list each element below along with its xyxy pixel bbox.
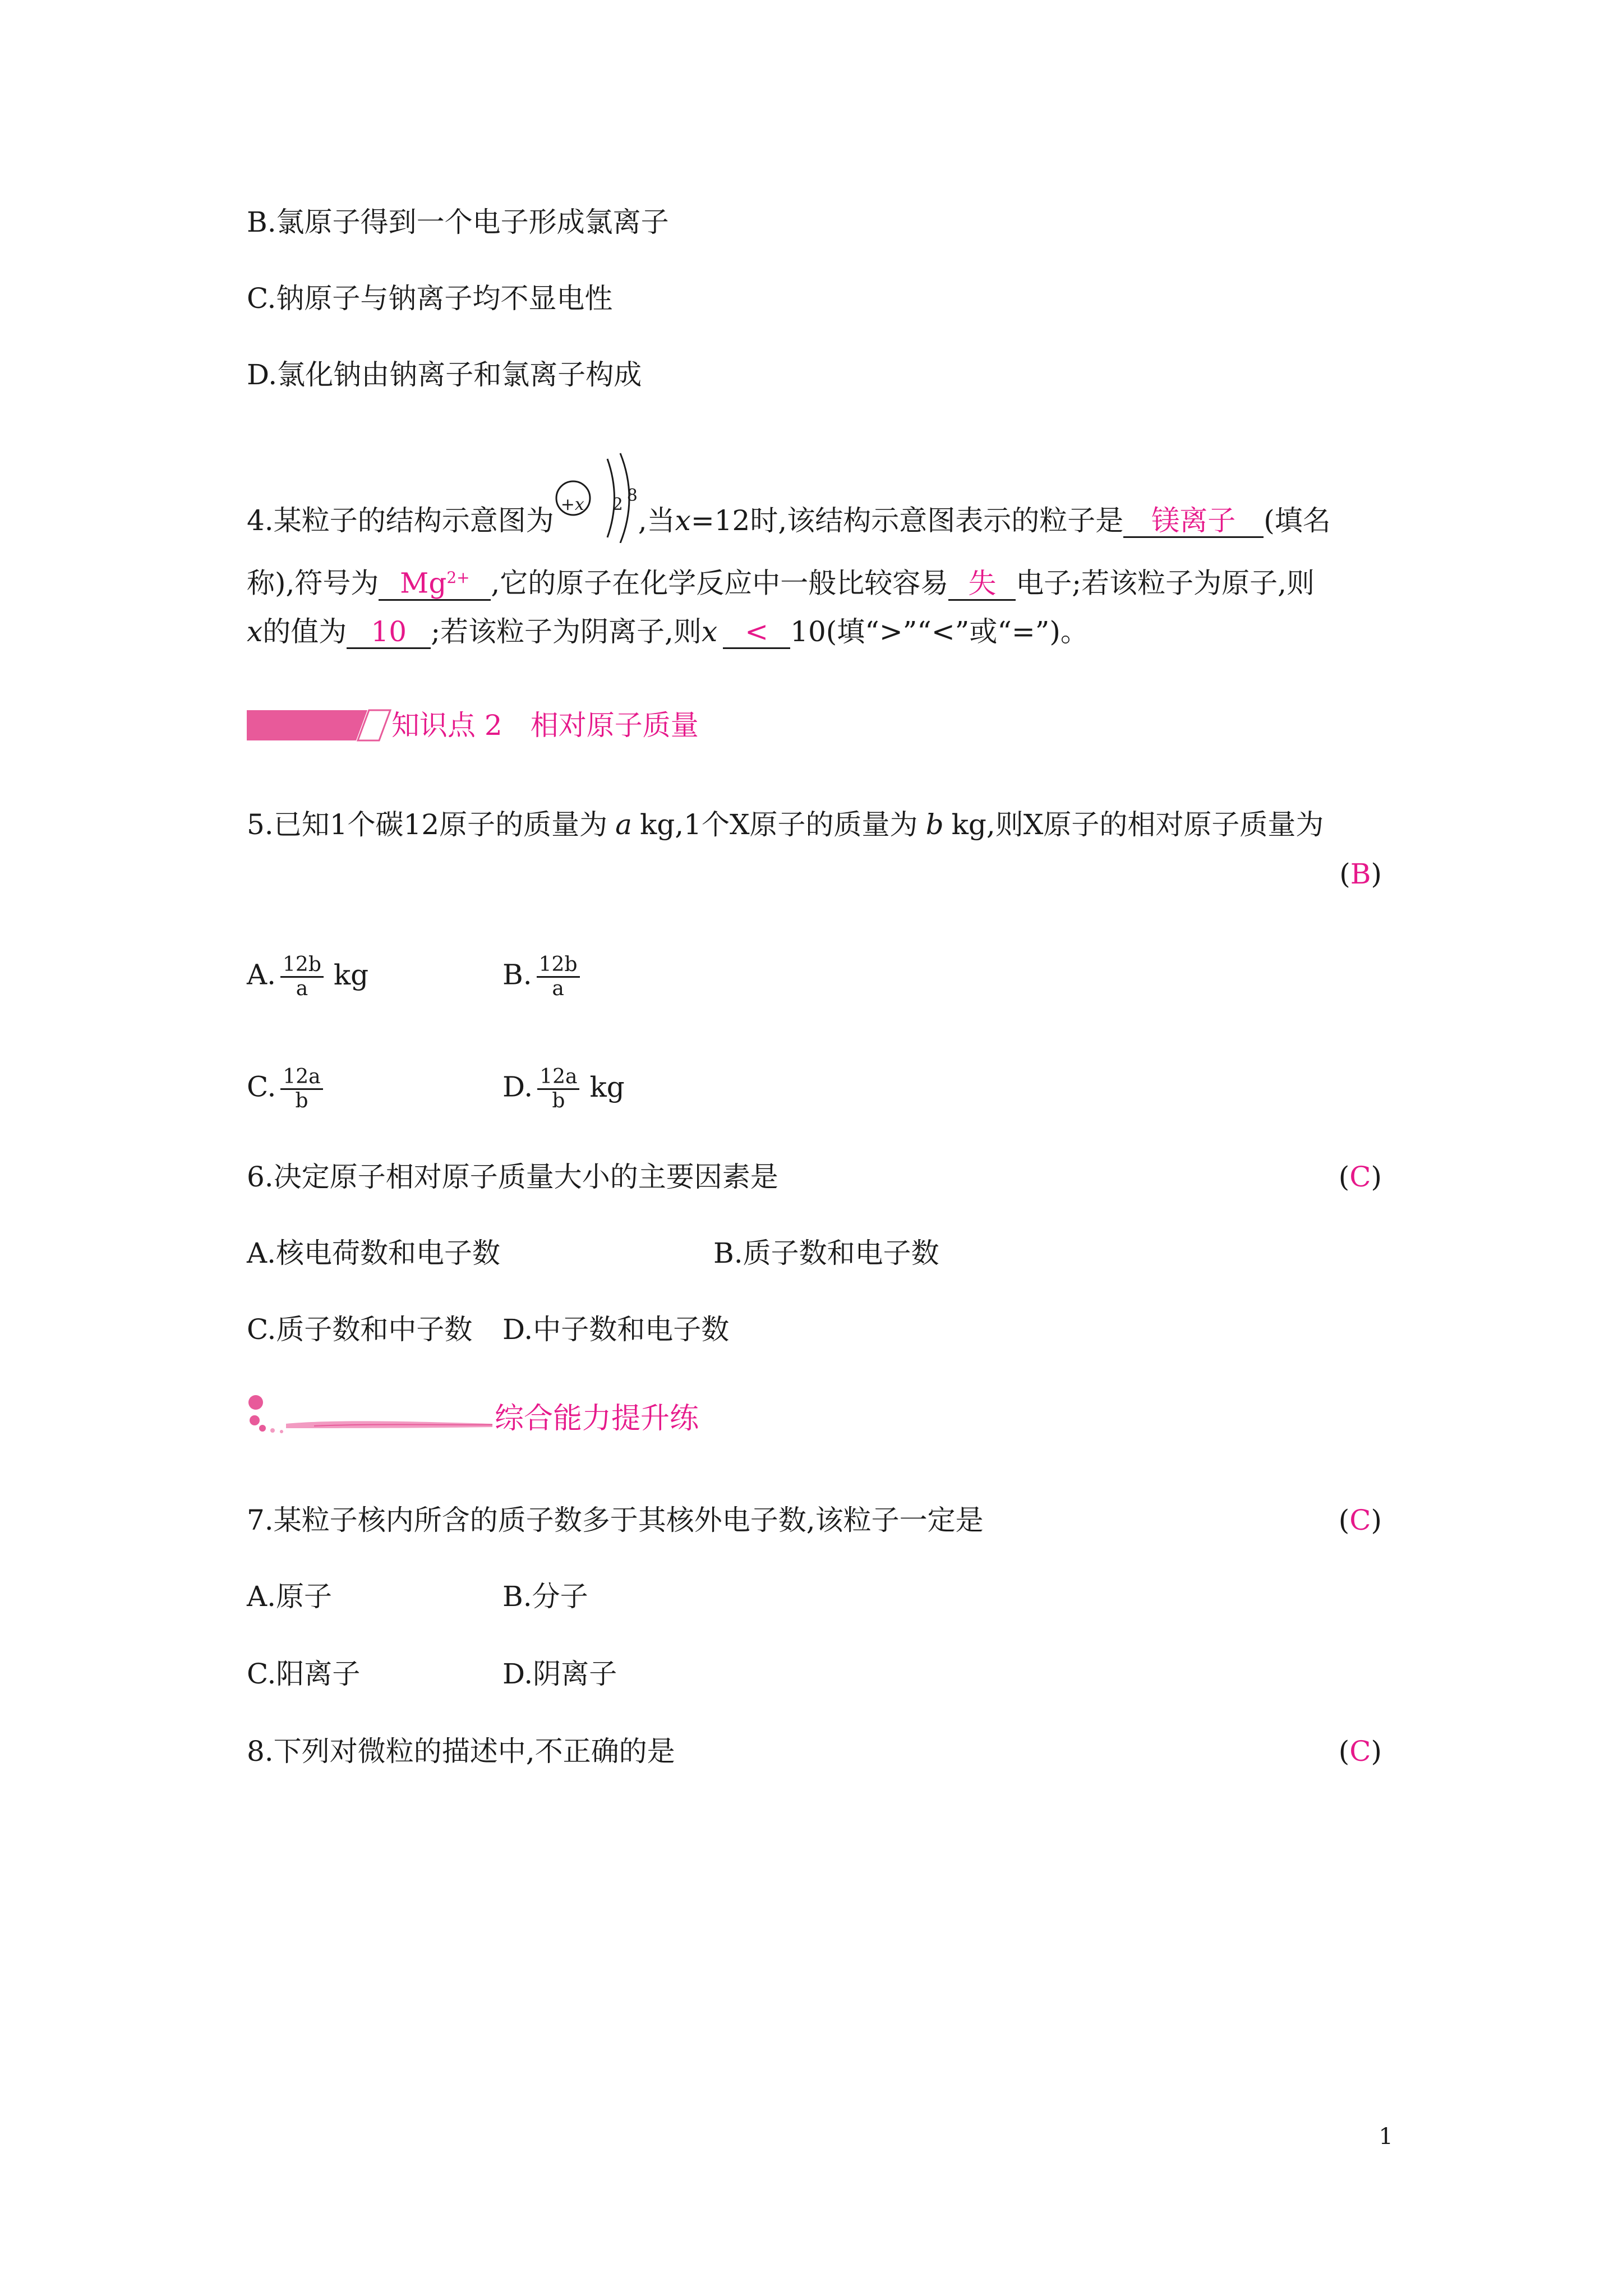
nucleus-charge: +x: [560, 495, 584, 514]
q5-option-b: B. $\frac{12b}{a}$: [502, 954, 584, 1000]
q8-stem: 8.下列对微粒的描述中,不正确的是: [247, 1735, 675, 1768]
q5-answer: B: [1350, 858, 1371, 890]
q4-answer-5: <: [723, 616, 790, 649]
q4-answer-2: $Mg^{2+}$: [379, 562, 491, 601]
q6-option-d: D.中子数和电子数: [502, 1313, 730, 1346]
shell-1-electrons: 2: [612, 495, 623, 514]
q3-option-c: C.钠原子与钠离子均不显电性: [247, 282, 613, 315]
q4-answer-1: 镁离子: [1123, 505, 1264, 538]
q6-option-b: B.质子数和电子数: [713, 1237, 939, 1269]
q7-stem: 7.某粒子核内所含的质子数多于其核外电子数,该粒子一定是: [247, 1504, 984, 1536]
section-title: 综合能力提升练: [495, 1402, 699, 1435]
shell-2-electrons: 8: [626, 486, 638, 505]
q7-option-b: B.分子: [502, 1580, 588, 1613]
q3-option-b: B.氯原子得到一个电子形成氯离子: [247, 206, 669, 238]
q4-line-3: x的值为 10 ;若该粒子为阴离子,则x < 10(填“>”“<”或“=”)。: [247, 615, 1089, 648]
fraction: $\frac{12a}{b}$: [537, 1066, 579, 1112]
q6-option-a: A.核电荷数和电子数: [247, 1237, 501, 1269]
q7-option-c: C.阳离子: [247, 1658, 361, 1690]
q4-line-1: 4.某粒子的结构示意图为 +x 2 8 ,当x=12时,该结构示意图表示的粒子是 镁离子 (填名: [247, 504, 1331, 538]
section-title: 知识点 2 相对原子质量: [391, 709, 699, 742]
page-number: 1: [1378, 2124, 1393, 2150]
q7-answer-bracket: (C): [1338, 1504, 1382, 1536]
fraction: $\frac{12b}{a}$: [537, 954, 580, 1000]
q6-answer-bracket: (C): [1338, 1161, 1382, 1193]
q5-answer-bracket: (B): [1339, 858, 1382, 890]
q4-line-2: 称),符号为 $Mg^{2+}$ ,它的原子在化学反应中一般比较容易 失 电子;若该粒子为原子,则: [247, 562, 1315, 601]
q4-stem: 4.某粒子的结构示意图为: [247, 504, 554, 537]
q5-option-a: A. $\frac{12b}{a}$ kg: [247, 953, 369, 1000]
q3-option-d: D.氯化钠由钠离子和氯离子构成: [247, 358, 642, 391]
q7-option-d: D.阴离子: [502, 1658, 617, 1690]
section-band-icon: [247, 708, 393, 743]
brush-stroke-icon: [247, 1391, 494, 1442]
q5-option-d: D. $\frac{12a}{b}$ kg: [502, 1065, 625, 1112]
q6-stem: 6.决定原子相对原子质量大小的主要因素是: [247, 1161, 778, 1193]
q5-option-c: C. $\frac{12a}{b}$: [247, 1066, 328, 1112]
fraction: $\frac{12b}{a}$: [280, 954, 324, 1000]
q6-option-c: C.质子数和中子数: [247, 1313, 473, 1346]
q4-answer-3: 失: [948, 568, 1016, 601]
q8-answer-bracket: (C): [1338, 1735, 1382, 1768]
q4-answer-4: 10: [347, 616, 431, 649]
q8-answer: C: [1349, 1735, 1371, 1768]
q7-option-a: A.原子: [247, 1580, 333, 1613]
atom-structure-diagram: [554, 486, 638, 537]
fraction: $\frac{12a}{b}$: [280, 1066, 322, 1112]
q5-stem: 5.已知1个碳12原子的质量为 a kg,1个X原子的质量为 b kg,则X原子的相对原子质量为: [247, 808, 1324, 841]
q7-answer: C: [1349, 1504, 1371, 1536]
q6-answer: C: [1349, 1161, 1371, 1193]
section-heading-comprehensive: [247, 1391, 763, 1442]
